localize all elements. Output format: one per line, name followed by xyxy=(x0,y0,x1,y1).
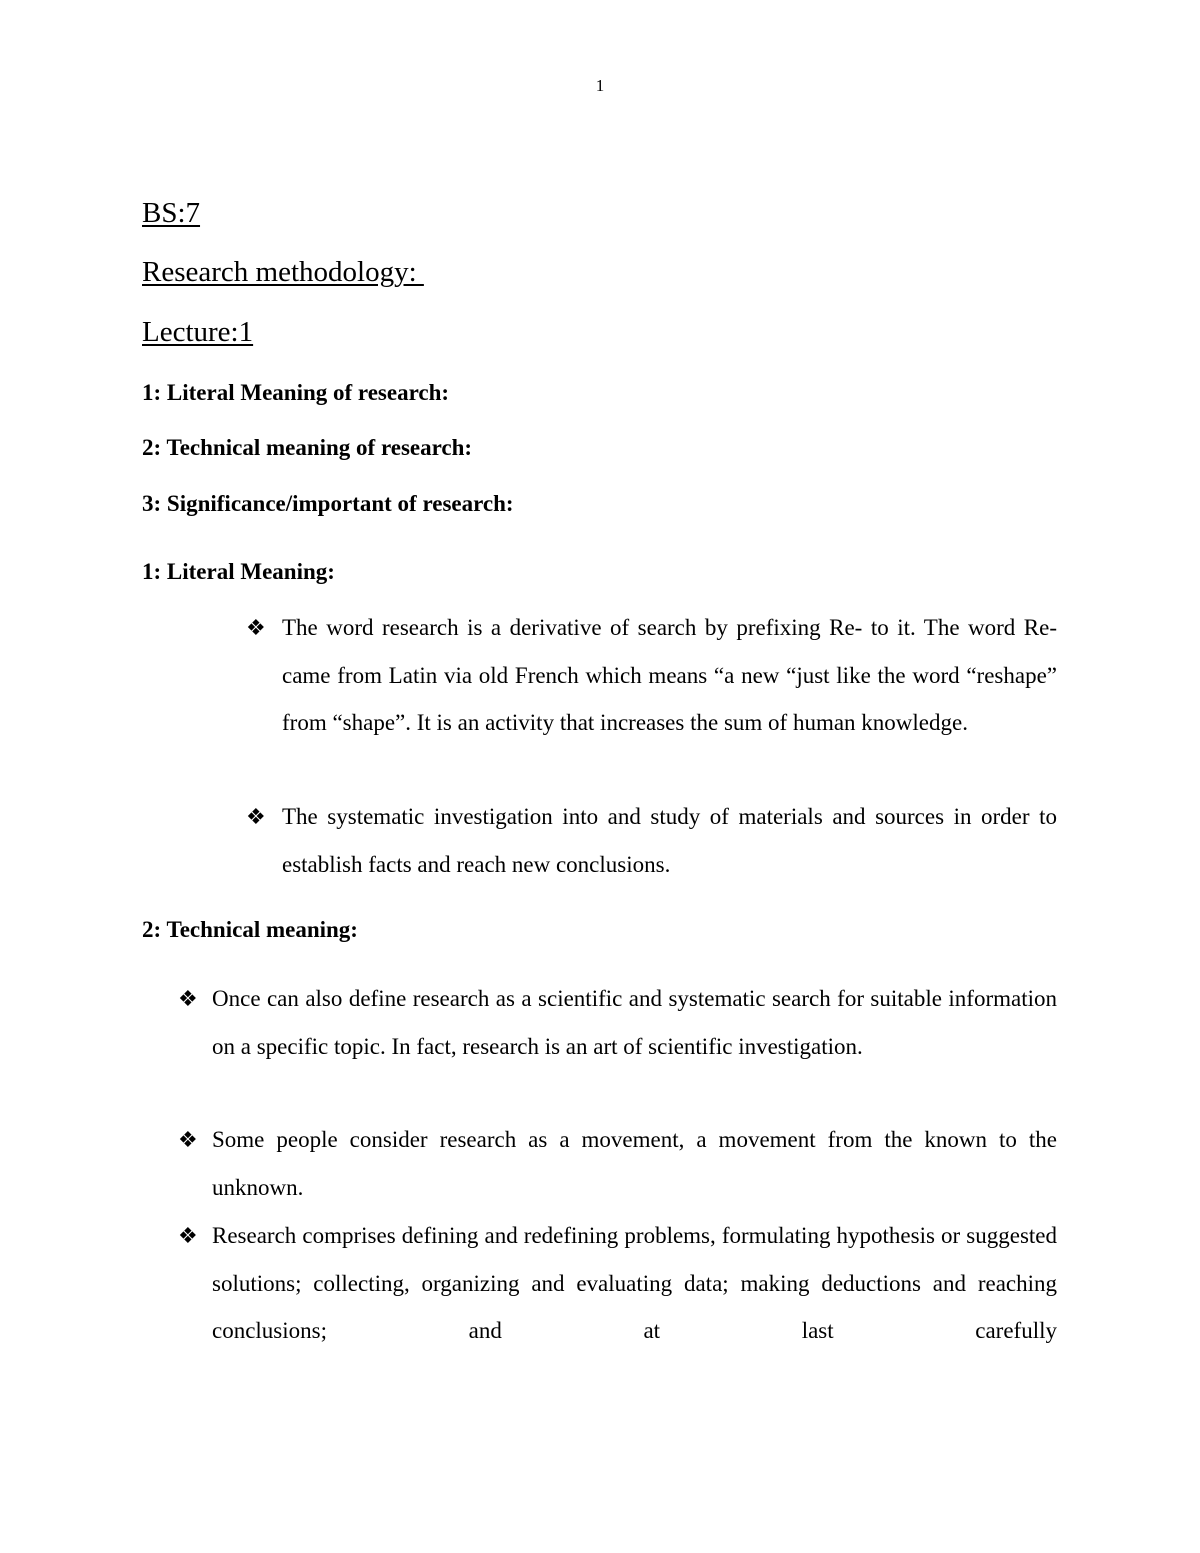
four-diamond-bullet-icon: ❖ xyxy=(246,804,266,829)
four-diamond-bullet-icon: ❖ xyxy=(178,986,198,1011)
bullet-text: Research comprises defining and redefining problems, formulating hypothesis or suggested solutions; collecting, organizing and evaluating data; making deductions and reaching conclusions; and at last carefully xyxy=(212,1223,1057,1343)
list-item xyxy=(178,1116,1057,1211)
list-item xyxy=(246,604,1057,747)
four-diamond-bullet-icon: ❖ xyxy=(178,1127,198,1152)
bullet-text: Once can also define research as a scientific and systematic search for suitable information on a specific topic. In fact, research is an art of scientific investigation. xyxy=(212,986,1057,1059)
section-heading-literal: 1: Literal Meaning: xyxy=(142,559,335,584)
four-diamond-bullet-icon: ❖ xyxy=(246,615,266,640)
list-item xyxy=(178,1212,1057,1355)
toc-item-technical: 2: Technical meaning of research: xyxy=(142,435,473,460)
bullet-text: Some people consider research as a movement, a movement from the known to the unknown. xyxy=(212,1127,1057,1200)
bullet-text: The word research is a derivative of search by prefixing Re- to it. The word Re- came from Latin via old French which means “a new “just like the word “reshape” from “shape”. It is an activity that increases the sum of human knowledge. xyxy=(282,615,1057,735)
page-number: 1 xyxy=(595,76,605,95)
list-item xyxy=(246,793,1057,888)
list-item xyxy=(178,975,1057,1070)
four-diamond-bullet-icon: ❖ xyxy=(178,1223,198,1248)
bullet-text: The systematic investigation into and study of materials and sources in order to establish facts and reach new conclusions. xyxy=(282,804,1057,877)
toc-item-literal: 1: Literal Meaning of research: xyxy=(142,380,450,405)
subject-heading: Research methodology: xyxy=(142,256,424,288)
course-heading: BS:7 xyxy=(142,197,201,229)
lecture-heading: Lecture:1 xyxy=(142,316,254,348)
section-heading-technical: 2: Technical meaning: xyxy=(142,917,358,942)
toc-item-significance: 3: Significance/important of research: xyxy=(142,491,514,516)
